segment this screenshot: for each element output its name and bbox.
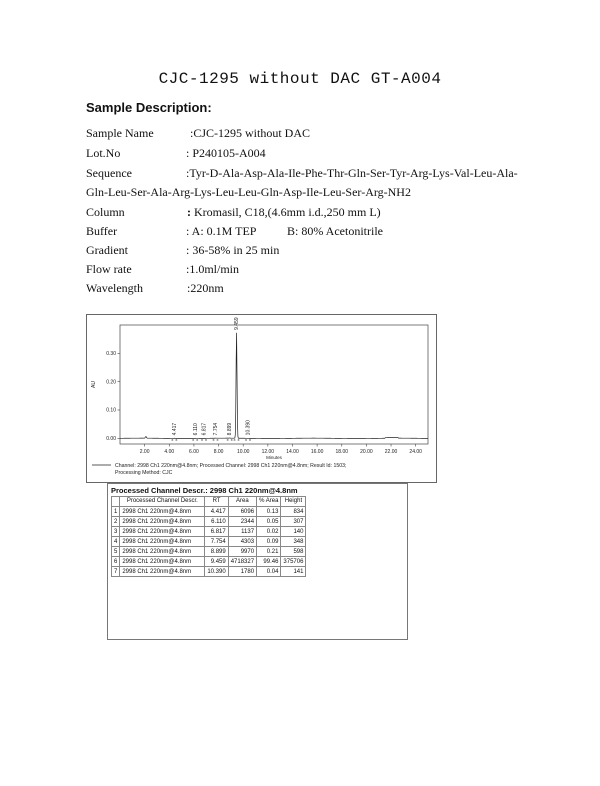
peak-table-cell: 0.05 [257,517,281,527]
peak-table-panel [107,483,408,640]
peak-label: 7.754 [213,422,220,436]
peak-table-cell: 7.754 [205,537,228,547]
peak-table-cell: 0.09 [257,537,281,547]
peak-table-cell: 2998 Ch1 220nm@4.8nm [120,567,205,577]
peak-boundary-marker: x [237,436,240,442]
peak-table-cell: 834 [281,507,306,517]
peak-table-cell: 99.46 [257,557,281,567]
peak-table-cell: 4718327 [228,557,256,567]
column-value: Kromasil, C18,(4.6mm i.d.,250 mm L) [194,205,381,219]
y-tick-label: 0.30 [106,351,116,358]
peak-table [111,496,306,577]
x-tick-label: 4.00 [164,449,175,455]
peak-table-cell: 1 [112,507,120,517]
peak-table-cell: 2998 Ch1 220nm@4.8nm [120,517,205,527]
peak-table-cell: 2998 Ch1 220nm@4.8nm [120,557,205,567]
y-tick-label: 0.20 [106,379,116,386]
peak-table-header: RT [205,497,228,507]
legend-text: Processing Method: CJC [115,470,173,476]
sequence-value-line2: Gln-Leu-Ser-Ala-Arg-Lys-Leu-Leu-Gln-Asp-Ile-Leu-Ser-Arg-NH2 [86,185,411,199]
peak-boundary-marker: x [216,436,219,442]
sample-description-heading: Sample Description: [86,100,212,115]
peak-table-row [112,507,306,517]
y-axis-label: AU [91,381,97,388]
peak-table-cell: 2344 [228,517,256,527]
chromatogram-panel [86,314,437,483]
peak-table-cell: 2998 Ch1 220nm@4.8nm [120,547,205,557]
peak-table-cell: 0.02 [257,527,281,537]
peak-label: 6.110 [192,423,199,436]
peak-table-row [112,547,306,557]
peak-table-header: Area [228,497,256,507]
x-axis-label: Minutes [266,455,282,460]
x-tick-label: 20.00 [360,449,373,455]
peak-table-cell: 6.110 [205,517,228,527]
buffer-value-a: : A: 0.1M TEP [186,224,257,238]
gradient-value: : 36-58% in 25 min [186,243,280,257]
peak-label: 6.817 [201,422,208,436]
peak-table-cell: 307 [281,517,306,527]
peak-table-row [112,567,306,577]
peak-table-cell: 2 [112,517,120,527]
flow-rate-value: :1.0ml/min [186,262,240,276]
sample-name-label: Sample Name [86,126,154,140]
peak-table-cell: 1137 [228,527,256,537]
peak-table-cell: 6.817 [205,527,228,537]
peak-table-cell: 5 [112,547,120,557]
peak-table-row [112,557,306,567]
peak-table-header: Processed Channel Descr. [120,497,205,507]
peak-table-header [112,497,120,507]
lot-no-label: Lot.No [86,146,121,160]
peak-table-cell: 0.13 [257,507,281,517]
peak-table-cell: 9.459 [205,557,228,567]
peak-table-cell: 9970 [228,547,256,557]
peak-table-header: Height [281,497,306,507]
plot-frame [120,325,428,444]
peak-table-cell: 3 [112,527,120,537]
peak-boundary-marker: x [204,436,207,442]
peak-boundary-marker: x [171,436,174,442]
peak-table-row [112,537,306,547]
peak-boundary-marker: x [192,436,195,442]
peak-table-cell: 10.390 [205,567,228,577]
buffer-value-b: B: 80% Acetonitrile [287,224,383,238]
peak-table-cell: 1780 [228,567,256,577]
peak-table-title: Processed Channel Descr.: 2998 Ch1 220nm@4.8nm [111,486,298,495]
peak-boundary-marker: x [249,436,252,442]
y-tick-label: 0.10 [106,407,116,414]
peak-table-cell: 348 [281,537,306,547]
peak-boundary-marker: x [200,436,203,442]
x-tick-label: 10.00 [236,449,250,455]
chromatogram-chart [87,315,436,482]
lot-no-value: : P240105-A004 [186,146,266,160]
peak-table-row [112,527,306,537]
x-tick-label: 12.00 [261,449,275,455]
x-tick-label: 14.00 [286,449,299,455]
x-tick-label: 2.00 [139,449,150,455]
legend-text: Channel: 2998 Ch1 220nm@4.8nm; Processed Channel: 2998 Ch1 220nm@4.8nm; Result Id: 1503; [115,463,347,469]
wavelength-label: Wavelength [86,281,144,295]
peak-label: 9.459 [234,317,241,330]
peak-table-cell: 0.04 [257,567,281,577]
peak-boundary-marker: x [230,436,233,442]
peak-boundary-marker: x [245,436,248,442]
column-colon: : [187,205,191,219]
peak-table-cell: 4 [112,537,120,547]
peak-table-cell: 0.21 [257,547,281,557]
flow-rate-label: Flow rate [86,262,132,276]
peak-table-cell: 6096 [228,507,256,517]
peak-label: 10.390 [245,420,252,436]
x-tick-label: 22.00 [384,449,398,455]
peak-table-cell: 141 [281,567,306,577]
peak-table-cell: 7 [112,567,120,577]
peak-boundary-marker: x [212,436,215,442]
peak-label: 4.417 [171,422,178,436]
peak-table-cell: 375706 [281,557,306,567]
peak-boundary-marker: x [233,436,236,442]
peak-table-cell: 598 [281,547,306,557]
peak-boundary-marker: x [226,436,229,442]
x-tick-label: 18.00 [335,449,349,455]
wavelength-value: :220nm [187,281,224,295]
peak-boundary-marker: x [175,436,178,442]
peak-table-cell: 2998 Ch1 220nm@4.8nm [120,527,205,537]
x-tick-label: 6.00 [189,449,199,455]
document-title: CJC-1295 without DAC GT-A004 [158,70,442,88]
peak-table-header: % Area [257,497,281,507]
peak-table-cell: 140 [281,527,306,537]
sample-name-value: :CJC-1295 without DAC [190,126,311,140]
peak-table-cell: 6 [112,557,120,567]
column-label: Column [86,205,125,219]
sequence-label: Sequence [86,166,132,180]
chromatogram-trace [120,333,428,439]
x-tick-label: 8.00 [213,449,224,455]
buffer-label: Buffer [86,224,118,238]
sequence-value: :Tyr-D-Ala-Asp-Ala-Ile-Phe-Thr-Gln-Ser-Tyr-Arg-Lys-Val-Leu-Ala- [186,166,518,180]
gradient-label: Gradient [86,243,128,257]
peak-table-cell: 8.899 [205,547,228,557]
peak-table-row [112,517,306,527]
peak-table-cell: 4.417 [205,507,228,517]
peak-table-cell: 2998 Ch1 220nm@4.8nm [120,537,205,547]
x-tick-label: 24.00 [409,449,422,455]
peak-table-cell: 2998 Ch1 220nm@4.8nm [120,507,205,517]
y-tick-label: 0.00 [106,436,116,443]
peak-boundary-marker: x [196,436,199,442]
peak-table-cell: 4303 [228,537,256,547]
peak-label: 8.899 [227,422,234,436]
x-tick-label: 16.00 [310,449,324,455]
